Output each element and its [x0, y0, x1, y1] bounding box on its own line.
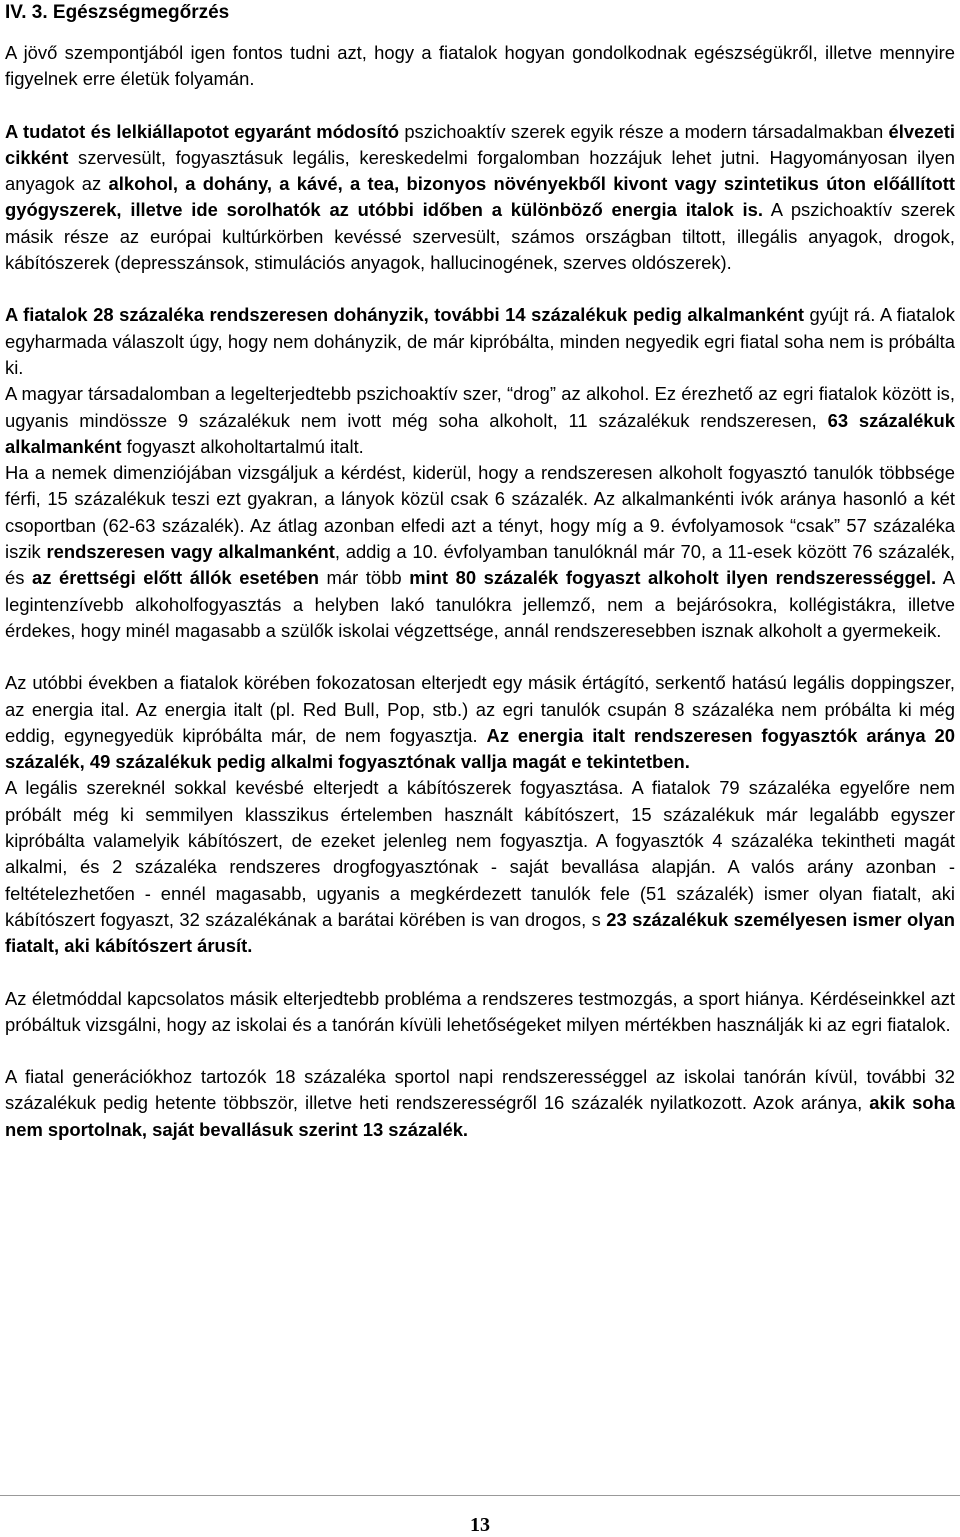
- body-text: már több: [318, 567, 410, 589]
- paragraph-drugs: [5, 775, 955, 959]
- emphasized-text: A fiatalok 28 százaléka rendszeresen dohányzik, további 14 százalékuk pedig alkalmanként: [5, 304, 804, 326]
- paragraph-alcohol-gender: [5, 460, 955, 644]
- body-text: gyújt rá. A fiatalok egyharmada válaszolt úgy, hogy nem dohányzik, de már kipróbálta, minden negyedik egri fiatal soha nem is próbálta ki.: [5, 304, 955, 378]
- page-number: 13: [470, 1514, 490, 1536]
- emphasized-text: akik soha nem sportolnak, saját bevallásuk szerint 13 százalék.: [5, 1092, 956, 1140]
- emphasized-text: élvezeti cikként: [5, 120, 955, 168]
- paragraph-sport: [5, 1064, 955, 1143]
- emphasized-text: 63 százalékuk alkalmanként: [5, 409, 955, 457]
- paragraph-smoking: [5, 302, 955, 381]
- emphasized-text: A tudatot és lelkiállapotot egyaránt módosító: [5, 120, 399, 142]
- body-text: A fiatal generációkhoz tartozók 18 százaléka sportol napi rendszerességgel az iskolai tanórán kívül, további 32 százalékuk pedig hetente többször, illetve heti rendszerességről 16 százalék nyilatkozott. Azok aránya,: [5, 1066, 955, 1114]
- body-text: A pszichoaktív szerek másik része az európai kultúrkörben kevéssé szervesült, számos országban tiltott, illegális anyagok, drogok, kábítószerek (depresszánsok, stimulációs anyagok, hallucinogének, szerves oldószerek).: [5, 199, 955, 274]
- body-text: A legintenzívebb alkoholfogyasztás a helyben lakó tanulókra jellemző, nem a bejárósokra, kollégistákra, illetve érdekes, hogy minél magasabb a szülők iskolai végzettsége, annál rendszeresebben isznak alkoholt a gyermekeik.: [5, 567, 955, 641]
- body-text: A legális szereknél sokkal kevésbé elterjedt a kábítószerek fogyasztása. A fiatalok 79 százaléka egyelőre nem próbált még ki semmilyen klasszikus értelemben használt kábítószert, 15 százalékuk már legalább egyszer kipróbálta valamelyik kábítószert, de ezeket jelenleg nem fogyasztja. A fogyasztók 4 százaléka tekintheti magát alkalmi, és 2 százaléka rendszeres drogfogyasztónak - saját bevallása alapján. A valós arány azonban - feltételezhetően - ennél magasabb, ugyanis a megkérdezett tanulók fele (51 százalék) ismer olyan fiatalt, aki kábítószert fogyaszt, 32 százalékának a barátai körében is van drogos, s: [5, 777, 955, 930]
- section-heading: IV. 3. Egészségmegőrzés: [5, 2, 230, 23]
- emphasized-text: 23 százalékuk személyesen ismer olyan fiatalt, aki kábítószert árusít.: [5, 908, 956, 957]
- footer-divider: [0, 1495, 960, 1496]
- emphasized-text: Az energia italt rendszeresen fogyasztók aránya 20 százalék, 49 százalékuk pedig alkalmi fogyasztónak vallja magát e tekintetben.: [5, 724, 955, 773]
- emphasized-text: mint 80 százalék fogyaszt alkoholt ilyen rendszerességgel.: [409, 567, 937, 589]
- body-text: A magyar társadalomban a legelterjedtebb pszichoaktív szer, “drog” az alkohol. Ez érezhető az egri fiatalok között is, ugyanis mindössze 9 százalékuk nem ivott még soha alkoholt, 11 százalékuk rendszeresen,: [5, 383, 955, 431]
- paragraph-psychoactive: [5, 119, 955, 277]
- document-page: [5, 0, 955, 1143]
- paragraph-alcohol: [5, 381, 955, 460]
- body-text: fogyaszt alkoholtartalmú italt.: [121, 435, 364, 457]
- paragraph-intro: A jövő szempontjából igen fontos tudni azt, hogy a fiatalok hogyan gondolkodnak egészségükről, illetve mennyire figyelnek erre életük folyamán.: [5, 42, 955, 90]
- emphasized-text: alkohol, a dohány, a kávé, a tea, bizonyos növényekből kivont vagy szintetikus úton előállított gyógyszerek, illetve ide sorolhatók az utóbbi időben a különböző energia italok is.: [5, 173, 955, 221]
- body-text: szervesült, fogyasztásuk legális, kereskedelmi forgalomban hozzájuk lehet jutni. Hagyományosan ilyen anyagok az: [5, 146, 955, 195]
- paragraph-energy-drink: [5, 670, 955, 775]
- body-text: pszichoaktív szerek egyik része a modern társadalmakban: [398, 120, 889, 142]
- emphasized-text: rendszeresen vagy alkalmanként: [46, 541, 335, 563]
- emphasized-text: az érettségi előtt állók esetében: [32, 567, 319, 589]
- body-text: , addig a 10. évfolyamban tanulóknál már 70, a 11-esek között 76 százalék, és: [5, 541, 956, 589]
- body-text: Az utóbbi években a fiatalok körében fokozatosan elterjedt egy másik értágító, serkentő hatású legális doppingszer, az energia ital. Az energia italt (pl. Red Bull, Pop, stb.) az egri tanulók csupán 8 százaléka nem próbálta ki még eddig, egynegyedük kipróbálta már, de nem fogyasztja.: [5, 672, 955, 746]
- body-text: Ha a nemek dimenziójában vizsgáljuk a kérdést, kiderül, hogy a rendszeresen alkoholt fogyasztó tanulók többsége férfi, 15 százalékuk teszi ezt gyakran, a lányok közül csak 6 százalék. Az alkalmankénti ivók aránya hasonló a két csoportban (62-63 százalék). Az átlag azonban elfedi azt a tényt, hogy míg a 9. évfolyamosok “csak” 57 százaléka iszik: [5, 462, 955, 563]
- paragraph-lifestyle: Az életmóddal kapcsolatos másik elterjedtebb probléma a rendszeres testmozgás, a sport hiánya. Kérdéseinkkel azt próbáltuk vizsgálni, hogy az iskolai és a tanórán kívüli lehetőségeket milyen mértékben használják ki az egri fiatalok.: [5, 987, 955, 1035]
